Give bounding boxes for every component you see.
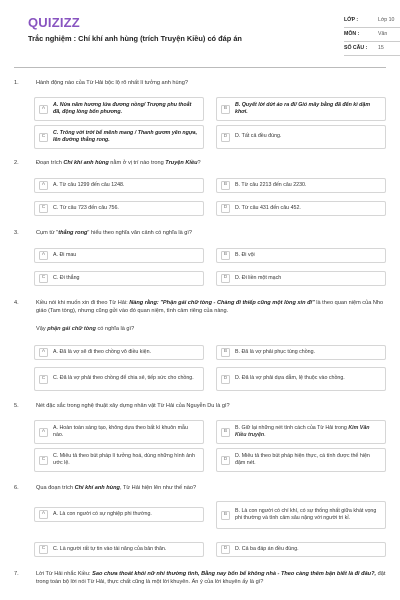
question-2 <box>14 160 386 220</box>
option-letter: D <box>221 456 230 465</box>
option-text: B. Từ câu 2213 đến câu 2230. <box>235 181 307 188</box>
option-text: D. Miêu tả theo bút pháp hiện thực, cá tính được thể hiện đậm nét. <box>235 452 370 466</box>
option-a[interactable] <box>34 345 204 360</box>
question-text: Lời Từ Hải nhắc Kiều: Sao chưa thoát khỏi nữ nhi thường tình, Bằng nay bốn bể không nhà - Theo càng thêm bận biết là đi đâu?, đặt trong toàn bộ lời nói Từ Hải, thực chất cũng là một lời khuyên. Ẩn ý của lời khuyên ấy là gì? <box>36 571 386 585</box>
option-text: C. Là người rất tự tin vào tài năng của bản thân. <box>53 545 167 552</box>
meta-key: MÔN : <box>344 30 360 37</box>
option-letter: B <box>221 511 230 520</box>
option-letter: A <box>39 510 48 519</box>
header-divider <box>14 67 386 68</box>
option-c[interactable] <box>34 448 204 472</box>
question-number: 3. <box>14 230 19 236</box>
option-text: A. Là con người có sự nghiệp phi thường. <box>53 510 152 517</box>
option-text: A. Đi mau <box>53 251 77 258</box>
option-letter: C <box>39 133 48 142</box>
option-letter: A <box>39 181 48 190</box>
option-text: B. Là con người có chí khí, có sự thống nhất giữa khát vọng phi thường và tình cảm sâu nặng với người tri kỉ. <box>235 507 377 521</box>
option-d[interactable] <box>216 542 386 557</box>
option-text: C. Đi thẳng <box>53 274 80 281</box>
meta-row-subject <box>344 28 400 42</box>
option-letter: D <box>221 133 230 142</box>
question-5 <box>14 403 386 478</box>
option-text: D. Cả ba đáp án đều đúng. <box>235 545 299 552</box>
option-letter: B <box>221 181 230 190</box>
option-c[interactable] <box>34 542 204 557</box>
worksheet-title: Trắc nghiệm : Chí khí anh hùng (trích Truyện Kiều) có đáp án <box>28 34 242 43</box>
option-d[interactable] <box>216 367 386 391</box>
option-letter: A <box>39 251 48 260</box>
question-number: 7. <box>14 571 19 577</box>
question-number: 2. <box>14 160 19 166</box>
meta-key: SỐ CÂU : <box>344 44 368 51</box>
meta-key: LỚP : <box>344 16 359 23</box>
option-d[interactable] <box>216 201 386 216</box>
option-text: D. Đã là vợ phải dựa dẫm, lệ thuộc vào chồng. <box>235 375 345 382</box>
quizizz-logo: QUIZIZZ <box>28 15 80 30</box>
option-text: C. Đã là vợ phải theo chồng để chia sẻ, tiếp sức cho chồng. <box>53 375 194 382</box>
meta-value: 15 <box>378 44 384 51</box>
option-letter: B <box>221 251 230 260</box>
option-c[interactable] <box>34 367 204 391</box>
option-text: B. Đã là vợ phải phục tùng chồng. <box>235 348 316 355</box>
question-number: 6. <box>14 485 19 491</box>
question-number: 4. <box>14 300 19 306</box>
option-b[interactable] <box>216 501 386 529</box>
option-b[interactable] <box>216 420 386 444</box>
option-letter: C <box>39 204 48 213</box>
option-b[interactable] <box>216 248 386 263</box>
question-7 <box>14 571 386 599</box>
option-letter: C <box>39 375 48 384</box>
option-text: C. Từ câu 723 đến câu 756. <box>53 204 119 211</box>
option-a[interactable] <box>34 507 204 522</box>
option-text: B. Quyết lời dứt áo ra đi/ Gió mây bằng đã đến kì dặm khơi. <box>235 101 371 115</box>
option-text: D. Từ câu 431 đến câu 452. <box>235 204 301 211</box>
question-number: 1. <box>14 80 19 86</box>
option-text: B. Đi vội <box>235 251 255 258</box>
question-1 <box>14 80 386 150</box>
question-text: Cụm từ "thẳng rong" hiểu theo nghĩa văn cảnh có nghĩa là gì? <box>36 230 193 236</box>
question-text: Hành động nào của Từ Hải bộc lộ rõ nhất lí tưởng anh hùng? <box>36 80 188 86</box>
question-subtext: Vậy phận gái chữ tòng có nghĩa là gì? <box>36 326 135 332</box>
question-text: Qua đoạn trích Chí khí anh hùng, Từ Hải hiện lên như thế nào? <box>36 485 197 491</box>
option-letter: D <box>221 545 230 554</box>
option-letter: C <box>39 274 48 283</box>
question-6 <box>14 485 386 561</box>
option-text: A. Hoàn toàn sáng tạo, không dựa theo bất kì khuôn mẫu nào. <box>53 424 188 438</box>
option-a[interactable] <box>34 178 204 193</box>
question-number: 5. <box>14 403 19 409</box>
option-text: D. Tất cả đều đúng. <box>235 133 282 140</box>
option-text: B. Giữ lại những nét tính cách của Từ Hải trong Kim Vân Kiều truyện. <box>235 424 370 438</box>
question-3 <box>14 230 386 290</box>
option-text: D. Đi liền một mạch <box>235 274 282 281</box>
option-text: C. Trông vời trời bể mênh mang / Thanh gươm yên ngựa, lên đường thẳng rong. <box>53 129 198 143</box>
option-c[interactable] <box>34 201 204 216</box>
option-letter: D <box>221 375 230 384</box>
option-letter: A <box>39 105 48 114</box>
question-text: Đoạn trích Chí khí anh hùng nằm ở vị trí nào trong Truyện Kiều? <box>36 160 201 166</box>
option-b[interactable] <box>216 345 386 360</box>
question-text: Kiều nói khi muốn xin đi theo Từ Hải: Nàng rằng: "Phận gái chữ tòng - Chàng đi thiếp cũng một lòng xin đi" là theo quan niệm của Nho giáo (Tam tòng), nhưng cũng gửi vào đó quan niệm, tình cảm riêng của nàng. <box>36 300 384 314</box>
option-a[interactable] <box>34 97 204 121</box>
option-d[interactable] <box>216 448 386 472</box>
option-c[interactable] <box>34 271 204 286</box>
worksheet-meta <box>344 14 400 56</box>
option-text: A. Nửa năm hương lửa đương nồng/ Trượng phu thoắt đã, động lòng bốn phương. <box>53 101 192 115</box>
option-text: C. Miêu tả theo bút pháp lí tưởng hoá, dùng những hình ảnh ước lệ. <box>53 452 195 466</box>
option-letter: A <box>39 348 48 357</box>
option-letter: D <box>221 204 230 213</box>
option-b[interactable] <box>216 97 386 121</box>
option-text: A. Từ câu 1299 đến câu 1248. <box>53 181 125 188</box>
option-a[interactable] <box>34 420 204 444</box>
option-letter: B <box>221 105 230 114</box>
meta-row-count <box>344 42 400 56</box>
meta-value: Văn <box>378 30 388 37</box>
worksheet-header <box>14 0 395 62</box>
option-letter: B <box>221 348 230 357</box>
option-letter: C <box>39 545 48 554</box>
option-d[interactable] <box>216 271 386 286</box>
meta-value: Lớp 10 <box>378 16 395 23</box>
option-d[interactable] <box>216 125 386 149</box>
option-letter: C <box>39 456 48 465</box>
option-text: A. Đã là vợ sẽ đi theo chồng vô điều kiện. <box>53 348 151 355</box>
option-b[interactable] <box>216 178 386 193</box>
option-a[interactable] <box>34 248 204 263</box>
question-4 <box>14 300 386 396</box>
meta-row-grade <box>344 14 400 28</box>
option-c[interactable] <box>34 125 204 149</box>
option-letter: A <box>39 428 48 437</box>
option-letter: D <box>221 274 230 283</box>
option-letter: B <box>221 428 230 437</box>
question-text: Nét đặc sắc trong nghệ thuật xây dựng nhân vật Từ Hải của Nguyễn Du là gì? <box>36 403 230 409</box>
